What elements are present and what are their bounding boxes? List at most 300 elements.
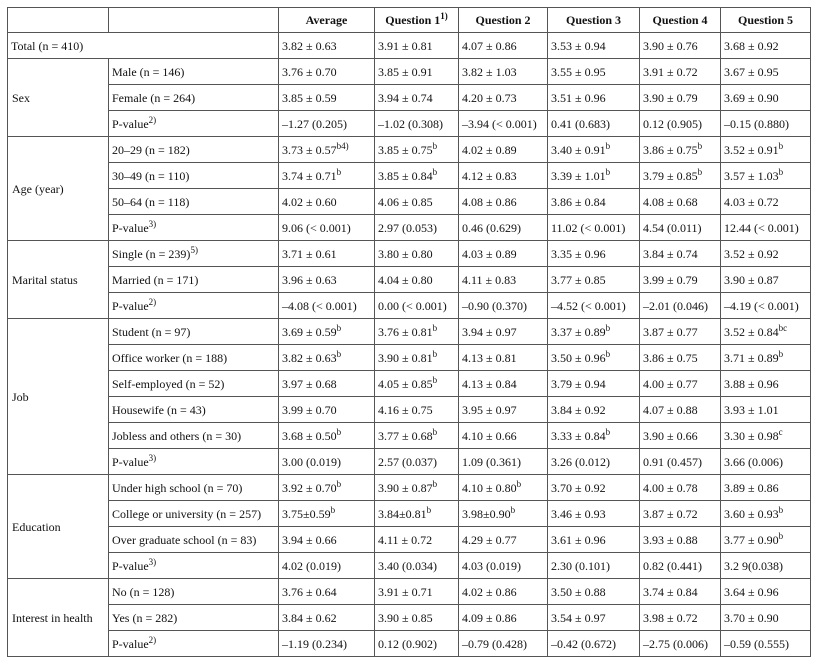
value-cell [640,501,721,527]
table-row [8,501,811,527]
value-text: 0.91 (0.457) [643,454,702,469]
value-text: 4.06 ± 0.85 [378,194,433,209]
table-row [8,163,811,189]
value-cell [640,345,721,371]
table-row [8,241,811,267]
value-text: 4.10 ± 0.66 [462,428,517,443]
table-row [8,267,811,293]
value-cell [375,163,459,189]
value-cell [375,111,459,137]
row-label [109,267,279,293]
value-cell [640,293,721,319]
value-cell [548,215,640,241]
value-text: 4.03 (0.019) [462,558,521,573]
value-text: 9.06 (< 0.001) [282,220,351,235]
row-label [109,293,279,319]
significance-marker: b [432,322,438,333]
header-cell-0 [8,8,109,33]
row-label-text: College or university (n = 257) [112,506,262,521]
value-cell [640,163,721,189]
value-text: 3.39 ± 1.01 [551,168,606,183]
value-cell [375,215,459,241]
value-cell [459,111,548,137]
value-text: –2.75 (0.006) [643,636,708,651]
value-text: –1.19 (0.234) [282,636,347,651]
row-label-text: Student (n = 97) [112,324,191,339]
value-cell [640,59,721,85]
row-label [109,241,279,267]
value-cell [279,111,375,137]
value-text: 3.82 ± 0.63 [282,350,337,365]
row-label [109,137,279,163]
results-table [7,7,811,657]
value-text: 3.51 ± 0.96 [551,90,606,105]
value-cell [279,137,375,163]
value-text: 3.79 ± 0.85 [643,168,698,183]
value-cell [548,501,640,527]
value-text: 3.76 ± 0.81 [378,324,433,339]
row-label-text: Over graduate school (n = 83) [112,532,257,547]
header-row [8,8,811,33]
value-cell [375,137,459,163]
p-value-row [8,449,811,475]
significance-marker: b [605,426,611,437]
value-text: 3.66 (0.006) [724,454,783,469]
value-text: 0.12 (0.902) [378,636,437,651]
value-cell [459,475,548,501]
value-text: 3.40 ± 0.91 [551,142,606,157]
significance-marker: b [697,140,703,151]
value-cell [279,267,375,293]
footnote-marker: 2) [148,114,157,125]
value-text: 3.40 (0.034) [378,558,437,573]
significance-marker: b [426,504,432,515]
value-text: –0.15 (0.880) [724,116,789,131]
row-label [109,449,279,475]
value-text: 3.52 ± 0.92 [724,246,779,261]
value-text: 3.71 ± 0.89 [724,350,779,365]
value-text: –0.79 (0.428) [462,636,527,651]
value-text: 4.08 ± 0.68 [643,194,698,209]
value-text: 3.86 ± 0.75 [643,350,698,365]
table-row [8,345,811,371]
value-cell [640,527,721,553]
value-text: –1.27 (0.205) [282,116,347,131]
value-text: 3.99 ± 0.70 [282,402,337,417]
value-text: –0.59 (0.555) [724,636,789,651]
value-text: 3.50 ± 0.88 [551,584,606,599]
row-label [109,579,279,605]
value-cell [640,579,721,605]
table-row [8,475,811,501]
p-value-row [8,293,811,319]
row-label-text: P-value [112,220,149,235]
row-label-text: P-value [112,298,149,313]
significance-marker: b [432,348,438,359]
header-question-1-text: Question 1 [385,13,441,27]
value-cell [459,293,548,319]
value-text: –0.42 (0.672) [551,636,616,651]
value-cell [375,475,459,501]
significance-marker: b [336,166,342,177]
value-text: 3.74 ± 0.84 [643,584,698,599]
value-cell [721,475,811,501]
total-value: 3.82 ± 0.63 [279,33,375,59]
value-cell [459,267,548,293]
value-text: 3.80 ± 0.80 [378,246,433,261]
value-text: 3.50 ± 0.96 [551,350,606,365]
row-label [109,319,279,345]
value-text: 3.86 ± 0.84 [551,194,606,209]
value-cell [279,371,375,397]
value-cell [459,397,548,423]
value-text: 3.30 ± 0.98 [724,428,779,443]
row-label [109,475,279,501]
value-text: 4.11 ± 0.72 [378,532,433,547]
total-value: 3.90 ± 0.76 [640,33,721,59]
value-text: 3.74 ± 0.71 [282,168,337,183]
value-cell [375,605,459,631]
value-cell [375,527,459,553]
value-text: 4.20 ± 0.73 [462,90,517,105]
table-row [8,371,811,397]
value-text: 3.52 ± 0.84 [724,324,779,339]
value-text: 3.93 ± 1.01 [724,402,779,417]
p-value-row [8,215,811,241]
value-cell [548,137,640,163]
row-label-text: Single (n = 239) [112,246,191,261]
value-cell [375,501,459,527]
value-cell [375,293,459,319]
value-text: 3.00 (0.019) [282,454,341,469]
row-label-text: 20–29 (n = 182) [112,142,190,157]
value-cell [375,553,459,579]
row-label-text: Yes (n = 282) [112,610,178,625]
value-text: 3.91 ± 0.72 [643,64,698,79]
row-label [109,397,279,423]
value-text: 3.85 ± 0.91 [378,64,433,79]
value-cell [375,241,459,267]
total-label: Total (n = 410) [8,33,279,59]
value-text: 3.90 ± 0.79 [643,90,698,105]
value-text: 3.69 ± 0.90 [724,90,779,105]
value-cell [459,631,548,657]
value-cell [640,397,721,423]
value-text: 3.84 ± 0.92 [551,402,606,417]
row-label-text: Housewife (n = 43) [112,402,206,417]
row-label-text: 50–64 (n = 118) [112,194,190,209]
value-cell [375,579,459,605]
p-value-row [8,631,811,657]
value-cell [548,449,640,475]
row-label-text: Self-employed (n = 52) [112,376,225,391]
value-cell [279,423,375,449]
footnote-marker: 3) [148,556,157,567]
significance-marker: b [336,478,342,489]
value-text: 3.90 ± 0.85 [378,610,433,625]
value-cell [375,85,459,111]
value-cell [640,111,721,137]
value-cell [279,449,375,475]
value-text: –3.94 (< 0.001) [462,116,537,131]
significance-marker: b [697,166,703,177]
header-question-4: Question 4 [640,8,721,33]
value-text: 4.09 ± 0.86 [462,610,517,625]
value-text: –1.02 (0.308) [378,116,443,131]
p-value-row [8,553,811,579]
value-cell [721,605,811,631]
significance-marker: b [336,322,342,333]
footnote-marker: 3) [148,218,157,229]
value-text: 3.94 ± 0.74 [378,90,433,105]
value-cell [640,631,721,657]
row-label-text: Jobless and others (n = 30) [112,428,242,443]
table-row [8,397,811,423]
value-text: –4.52 (< 0.001) [551,298,626,313]
table-row [8,605,811,631]
significance-marker: b [516,478,522,489]
group-label: Interest in health [8,579,109,657]
row-label-text: P-value [112,454,149,469]
value-text: 3.77 ± 0.68 [378,428,433,443]
table-row [8,85,811,111]
value-text: 3.97 ± 0.68 [282,376,337,391]
value-text: 3.61 ± 0.96 [551,532,606,547]
footnote-marker: 5) [190,244,198,255]
value-text: 3.67 ± 0.95 [724,64,779,79]
value-text: 3.96 ± 0.63 [282,272,337,287]
value-text: 3.90 ± 0.87 [724,272,779,287]
value-text: 4.12 ± 0.83 [462,168,517,183]
value-text: 3.46 ± 0.93 [551,506,606,521]
value-text: 3.79 ± 0.94 [551,376,606,391]
value-cell [721,137,811,163]
header-cell-1 [109,8,279,33]
value-text: 3.88 ± 0.96 [724,376,779,391]
significance-marker: c [778,426,783,437]
value-cell [375,449,459,475]
value-cell [459,59,548,85]
value-text: 3.26 (0.012) [551,454,610,469]
table-row [8,137,811,163]
value-text: 3.91 ± 0.71 [378,584,433,599]
value-text: 3.75±0.59 [282,506,331,521]
value-text: 3.98±0.90 [462,506,511,521]
value-cell [640,137,721,163]
value-cell [721,553,811,579]
row-label [109,59,279,85]
value-cell [459,189,548,215]
significance-marker: b [510,504,516,515]
value-cell [279,605,375,631]
value-text: 3.57 ± 1.03 [724,168,779,183]
value-text: 3.35 ± 0.96 [551,246,606,261]
value-cell [548,267,640,293]
header-question-1 [375,8,459,33]
row-label-text: Under high school (n = 70) [112,480,243,495]
value-text: 3.68 ± 0.50 [282,428,337,443]
significance-marker: b [432,426,438,437]
value-cell [375,319,459,345]
value-cell [640,215,721,241]
value-cell [279,553,375,579]
value-text: 3.90 ± 0.87 [378,480,433,495]
value-cell [279,345,375,371]
value-cell [375,397,459,423]
value-cell [375,345,459,371]
value-cell [375,423,459,449]
value-cell [721,111,811,137]
value-text: 3.73 ± 0.57 [282,142,337,157]
value-text: 3.94 ± 0.97 [462,324,517,339]
row-label [109,189,279,215]
value-cell [375,371,459,397]
significance-marker: bc [778,322,788,333]
value-cell [640,319,721,345]
footnote-marker: 2) [148,634,157,645]
value-cell [459,371,548,397]
value-cell [721,397,811,423]
value-text: 4.00 ± 0.77 [643,376,698,391]
value-cell [279,241,375,267]
significance-marker: b [778,140,784,151]
value-text: 3.77 ± 0.90 [724,532,779,547]
table-row [8,423,811,449]
value-text: 3.84 ± 0.74 [643,246,698,261]
value-cell [279,527,375,553]
table-row [8,189,811,215]
row-label [109,553,279,579]
value-text: –4.19 (< 0.001) [724,298,799,313]
row-label [109,423,279,449]
row-label [109,371,279,397]
value-cell [640,189,721,215]
value-cell [459,241,548,267]
value-cell [548,527,640,553]
total-value: 3.53 ± 0.94 [548,33,640,59]
value-text: 3.90 ± 0.66 [643,428,698,443]
footnote-marker: 3) [148,452,157,463]
value-cell [548,163,640,189]
value-text: 4.10 ± 0.80 [462,480,517,495]
value-text: 0.82 (0.441) [643,558,702,573]
row-label [109,85,279,111]
value-cell [279,631,375,657]
value-cell [721,579,811,605]
value-text: 11.02 (< 0.001) [551,220,626,235]
value-text: 3.64 ± 0.96 [724,584,779,599]
header-question-2: Question 2 [459,8,548,33]
value-cell [721,267,811,293]
value-cell [375,189,459,215]
value-text: 4.04 ± 0.80 [378,272,433,287]
value-cell [459,449,548,475]
value-cell [721,59,811,85]
value-text: 3.70 ± 0.92 [551,480,606,495]
value-text: 4.05 ± 0.85 [378,376,433,391]
value-cell [721,527,811,553]
significance-marker: b [330,504,336,515]
significance-marker: b [778,348,784,359]
significance-marker: b [432,478,438,489]
value-cell [721,371,811,397]
value-cell [640,241,721,267]
value-cell [459,215,548,241]
significance-marker: b [778,530,784,541]
value-text: 3.71 ± 0.61 [282,246,337,261]
value-cell [640,371,721,397]
value-text: 3.84±0.81 [378,506,427,521]
value-text: 4.00 ± 0.78 [643,480,698,495]
value-cell [640,267,721,293]
significance-marker: b [432,140,438,151]
value-text: –4.08 (< 0.001) [282,298,357,313]
value-text: 3.93 ± 0.88 [643,532,698,547]
value-cell [459,345,548,371]
row-label-text: P-value [112,558,149,573]
value-cell [721,319,811,345]
value-cell [548,631,640,657]
value-cell [640,449,721,475]
significance-marker: b [432,374,438,385]
row-label-text: Male (n = 146) [112,64,185,79]
value-text: 3.84 ± 0.62 [282,610,337,625]
value-cell [279,501,375,527]
value-text: 3.70 ± 0.90 [724,610,779,625]
value-text: 3.99 ± 0.79 [643,272,698,287]
value-cell [459,85,548,111]
value-cell [279,85,375,111]
value-text: –2.01 (0.046) [643,298,708,313]
value-text: 2.97 (0.053) [378,220,437,235]
value-cell [459,527,548,553]
value-cell [640,423,721,449]
value-text: 0.00 (< 0.001) [378,298,447,313]
value-cell [459,423,548,449]
value-text: 3.86 ± 0.75 [643,142,698,157]
value-text: 3.95 ± 0.97 [462,402,517,417]
value-cell [721,163,811,189]
group-label: Job [8,319,109,475]
value-text: 3.94 ± 0.66 [282,532,337,547]
value-cell [640,553,721,579]
value-cell [548,59,640,85]
row-label [109,527,279,553]
value-cell [459,579,548,605]
table-container [7,7,811,657]
value-text: 3.52 ± 0.91 [724,142,779,157]
significance-marker: b [605,166,611,177]
total-value: 4.07 ± 0.86 [459,33,548,59]
value-cell [279,189,375,215]
value-text: 1.09 (0.361) [462,454,521,469]
value-text: 3.87 ± 0.77 [643,324,698,339]
significance-marker: b [336,348,342,359]
significance-marker: b [605,348,611,359]
value-text: 2.57 (0.037) [378,454,437,469]
value-cell [548,423,640,449]
row-label-text: No (n = 128) [112,584,175,599]
value-text: 3.85 ± 0.84 [378,168,433,183]
row-label [109,501,279,527]
value-cell [548,189,640,215]
value-cell [548,579,640,605]
table-body [8,33,811,657]
value-cell [279,59,375,85]
significance-marker: b4) [336,140,349,151]
value-cell [459,319,548,345]
value-cell [375,267,459,293]
